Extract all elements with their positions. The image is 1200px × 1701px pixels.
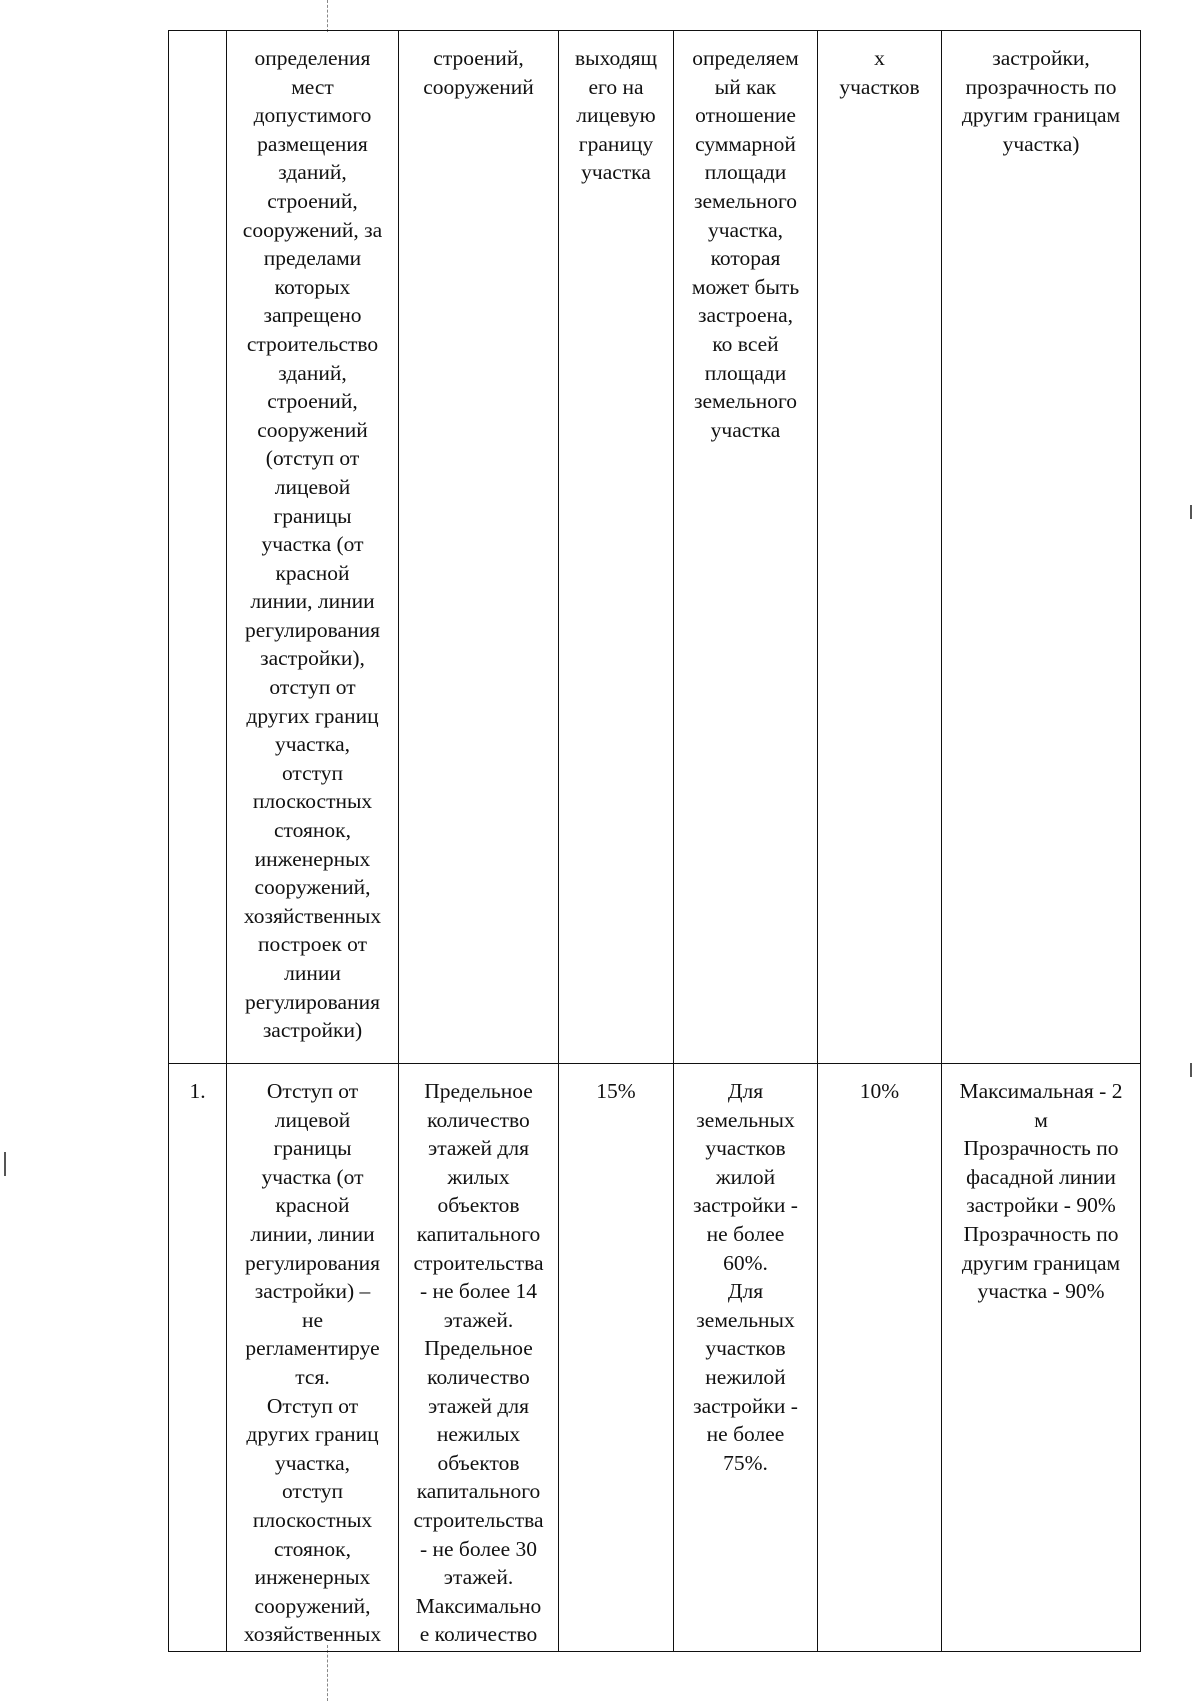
- row-number-cell: 1.: [169, 1064, 227, 1652]
- coverage-cell: определяем ый как отношение суммарной площади земельного участка, которая может быть застроена, ко всей площади земельного участка: [674, 31, 818, 1064]
- regulations-table: [168, 30, 1141, 1652]
- fence-cell: Максимальная - 2 м Прозрачность по фасадной линии застройки - 90% Прозрачность по другим границам участка - 90%: [942, 1064, 1141, 1652]
- table-row: [169, 1064, 1141, 1652]
- landscape-cell: 10%: [818, 1064, 942, 1652]
- setbacks-cell: Отступ от лицевой границы участка (от красной линии, линии регулирования застройки) – не регламентируе тся. Отступ от других границ участка, отступ плоскостных стоянок, инженерных сооружений, хозяйственных: [227, 1064, 399, 1652]
- facade-cell: 15%: [559, 1064, 674, 1652]
- row-number-cell: [169, 31, 227, 1064]
- scan-margin-mark: [1190, 1063, 1192, 1077]
- fence-cell: застройки, прозрачность по другим границам участка): [942, 31, 1141, 1064]
- facade-cell: выходящ его на лицевую границу участка: [559, 31, 674, 1064]
- floors-cell: строений, сооружений: [399, 31, 559, 1064]
- coverage-cell: Для земельных участков жилой застройки - не более 60%. Для земельных участков нежилой застройки - не более 75%.: [674, 1064, 818, 1652]
- scan-margin-mark: [1190, 505, 1192, 519]
- scan-artifact-line: [327, 0, 328, 32]
- scan-artifact-line: [327, 1645, 328, 1701]
- scan-margin-mark: [4, 1152, 6, 1176]
- setbacks-cell: определения мест допустимого размещения зданий, строений, сооружений, за пределами которых запрещено строительство зданий, строений, сооружений (отступ от лицевой границы участка (от красной линии, линии регулирования застройки), отступ от других границ участка, отступ плоскостных стоянок, инженерных сооружений, хозяйственных построек от линии регулирования застройки): [227, 31, 399, 1064]
- landscape-cell: х участков: [818, 31, 942, 1064]
- table-row: [169, 31, 1141, 1064]
- floors-cell: Предельное количество этажей для жилых объектов капитального строительства - не более 14 этажей. Предельное количество этажей для нежилых объектов капитального строительства - не более 30 этажей. Максимально е количество: [399, 1064, 559, 1652]
